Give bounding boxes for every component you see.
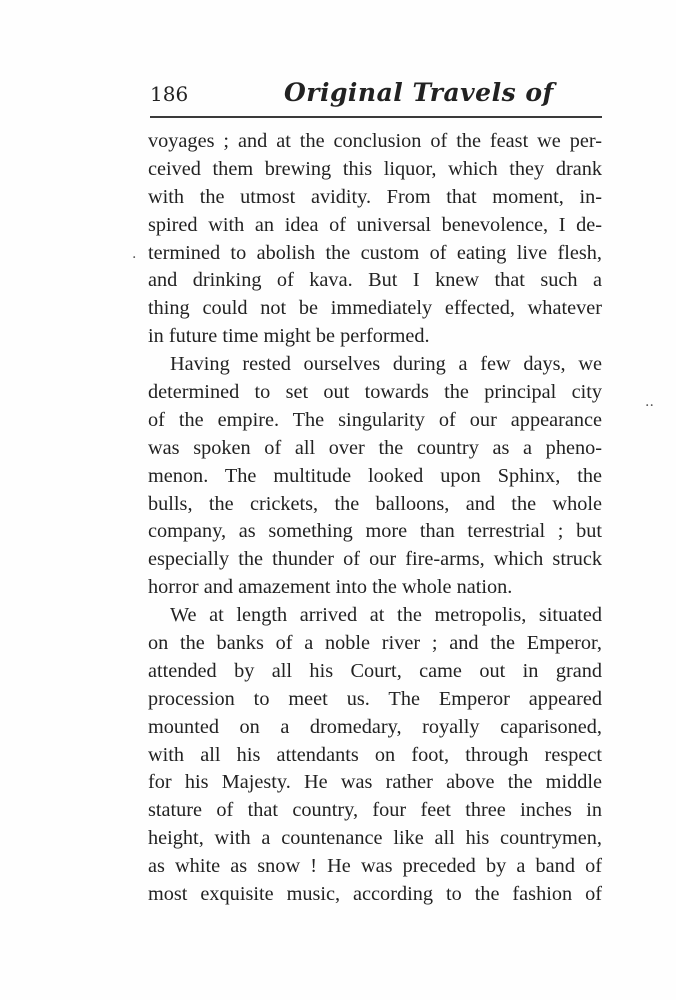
text-line: menon. The multitude looked upon Sphinx, the [148, 464, 602, 487]
text-line: of the empire. The singularity of our appearance [148, 408, 602, 431]
text-line: spired with an idea of universal benevolence, I de- [148, 213, 602, 236]
text-line: determined to set out towards the principal city [148, 381, 602, 404]
text-line: was spoken of all over the country as a pheno- [148, 436, 602, 459]
text-line: mounted on a dromedary, royally caparisoned, [148, 715, 602, 738]
margin-dot: · [132, 250, 137, 266]
text-line: as white as snow ! He was preceded by a band of [148, 855, 602, 878]
text-line: especially the thunder of our fire-arms, which struck [148, 548, 602, 571]
text-line: on the banks of a noble river ; and the Emperor, [148, 632, 602, 655]
running-title: Original Travels of [284, 78, 554, 107]
text-line: with the utmost avidity. From that moment, in- [148, 185, 602, 208]
text-line: for his Majesty. He was rather above the middle [148, 771, 602, 794]
text-line: height, with a countenance like all his countrymen, [148, 827, 602, 850]
text-line: with all his attendants on foot, through respect [148, 743, 602, 766]
text-line: ceived them brewing this liquor, which they drank [148, 157, 602, 180]
text-line: stature of that country, four feet three inches in [148, 799, 602, 822]
text-line: thing could not be immediately effected, whatever [148, 297, 602, 320]
text-line: in future time might be performed. [148, 325, 430, 348]
text-line: Having rested ourselves during a few days, we [170, 353, 602, 376]
text-line: horror and amazement into the whole nation. [148, 576, 513, 599]
text-line: termined to abolish the custom of eating live flesh, [148, 241, 602, 264]
body-text [148, 128, 602, 909]
text-line: bulls, the crickets, the balloons, and the whole [148, 492, 602, 515]
text-line: procession to meet us. The Emperor appeared [148, 687, 602, 710]
text-line: attended by all his Court, came out in grand [148, 659, 602, 682]
text-line: We at length arrived at the metropolis, situated [170, 604, 602, 627]
margin-dot: ·· [645, 398, 654, 414]
text-line: and drinking of kava. But I knew that such a [148, 269, 602, 292]
text-line: most exquisite music, according to the fashion of [148, 883, 602, 906]
page-number: 186 [150, 82, 189, 106]
text-line: company, as something more than terrestrial ; but [148, 520, 602, 543]
text-line: voyages ; and at the conclusion of the feast we per- [148, 130, 602, 152]
page-header [150, 76, 602, 118]
